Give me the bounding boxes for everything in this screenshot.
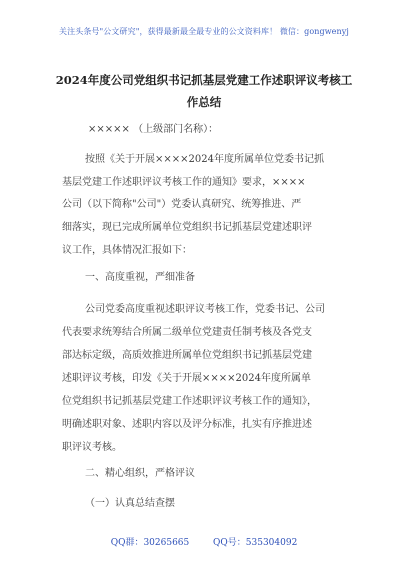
paragraph-line: 代表要求统筹结合所属二级单位党建责任制考核及各党支	[62, 327, 312, 338]
paragraph-line: 位党组织书记抓基层党建工作述职评议考核工作的通知》，	[62, 396, 317, 407]
title-line-2: 作总结	[186, 95, 222, 109]
paragraph-line: 议工作，具体情况汇报如下：	[62, 245, 192, 256]
paragraph-line: 公司党委高度重视述职评议考核工作，党委书记、公司	[85, 304, 325, 315]
paragraph-line: 职评议考核。	[62, 442, 122, 453]
subsection-heading-1: （一）认真总结查摆	[85, 498, 175, 509]
paragraph-line: 基层党建工作述职评议考核工作的通知》要求，××××	[62, 177, 306, 188]
paragraph-line: 公司（以下简称"公司"）党委认真研究、统筹推进、严	[62, 199, 302, 210]
promo-banner: 关注头条号"公文研究"，获得最新最全最专业的公文资料库！ 微信：gongwenyj	[59, 27, 349, 36]
title-line-1: 2024年度公司党组织书记抓基层党建工作述职评议考核工	[55, 73, 353, 87]
paragraph-line: 细落实，现已完成所属单位党组织书记抓基层党建述职评	[62, 222, 312, 233]
paragraph-line: 述职评议考核，印发《关于开展××××2024年度所属单	[62, 373, 311, 384]
qq-group: QQ群：30265665	[110, 538, 190, 548]
section-heading-2: 二、精心组织，严格评议	[85, 468, 195, 479]
paragraph-line: 部达标定级，高质效推进所属单位党组织书记抓基层党建	[62, 350, 312, 361]
paragraph-line: 明确述职对象、述职内容以及评分标准，扎实有序推进述	[62, 419, 312, 430]
salutation: ××××× （上级部门名称）：	[88, 124, 219, 135]
qq-number: QQ号：535304092	[213, 538, 298, 548]
paragraph-line: 按照《关于开展××××2024年度所属单位党委书记抓	[85, 154, 324, 165]
footer-contacts	[0, 535, 408, 548]
document-title	[48, 69, 360, 113]
section-heading-1: 一、高度重视，严细准备	[85, 272, 195, 283]
